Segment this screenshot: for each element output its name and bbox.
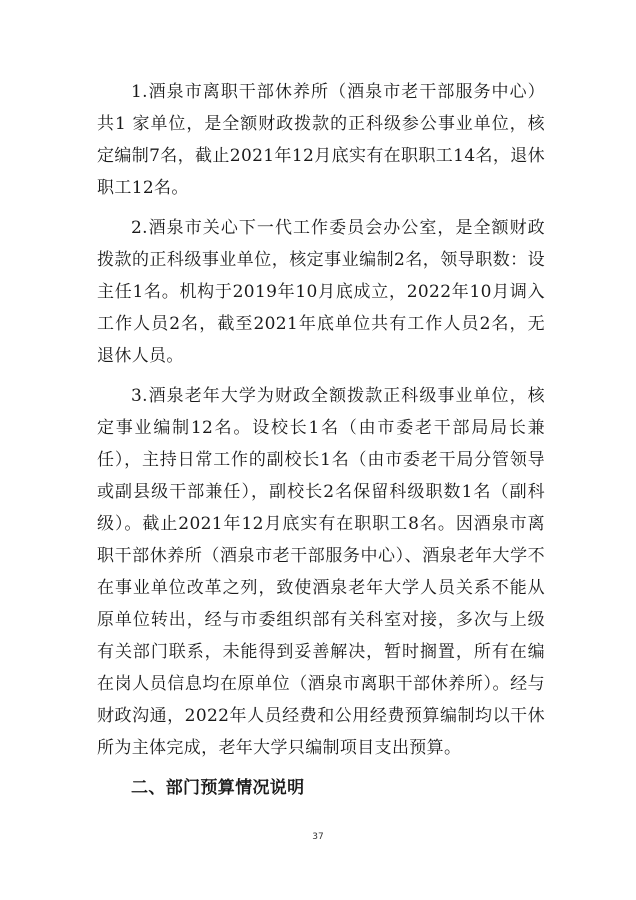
paragraph-2: 2.酒泉市关心下一代工作委员会办公室，是全额财政拨款的正科级事业单位，核定事业编制2名，领导职数：设主任1名。机构于2019年10月底成立，2022年10月调入工作人员2名，截至2021年底单位共有工作人员2名，无退休人员。 — [97, 218, 545, 366]
section-heading: 二、部门预算情况说明 — [131, 778, 305, 798]
document-body — [97, 76, 545, 804]
paragraph-1: 1.酒泉市离职干部休养所（酒泉市老干部服务中心）共1 家单位，是全额财政拨款的正科级参公事业单位，核定编制7名，截止2021年12月底实有在职职工14名，退休职工12名。 — [97, 82, 545, 198]
paragraph-3: 3.酒泉老年大学为财政全额拨款正科级事业单位，核定事业编制12名。设校长1名（由市委老干部局局长兼任），主持日常工作的副校长1名（由市委老干局分管领导或副县级干部兼任），副校长2名保留科级职数1名（副科级）。截止2021年12月底实有在职职工8名。因酒泉市离职干部休养所（酒泉市老干部服务中心）、酒泉老年大学不在事业单位改革之列，致使酒泉老年大学人员关系不能从原单位转出，经与市委组织部有关科室对接，多次与上级有关部门联系，未能得到妥善解决，暂时搁置，所有在编在岗人员信息均在原单位（酒泉市离职干部休养所）。经与财政沟通，2022年人员经费和公用经费预算编制均以干休所为主体完成，老年大学只编制项目支出预算。 — [97, 386, 545, 758]
page-number: 37 — [312, 832, 324, 842]
